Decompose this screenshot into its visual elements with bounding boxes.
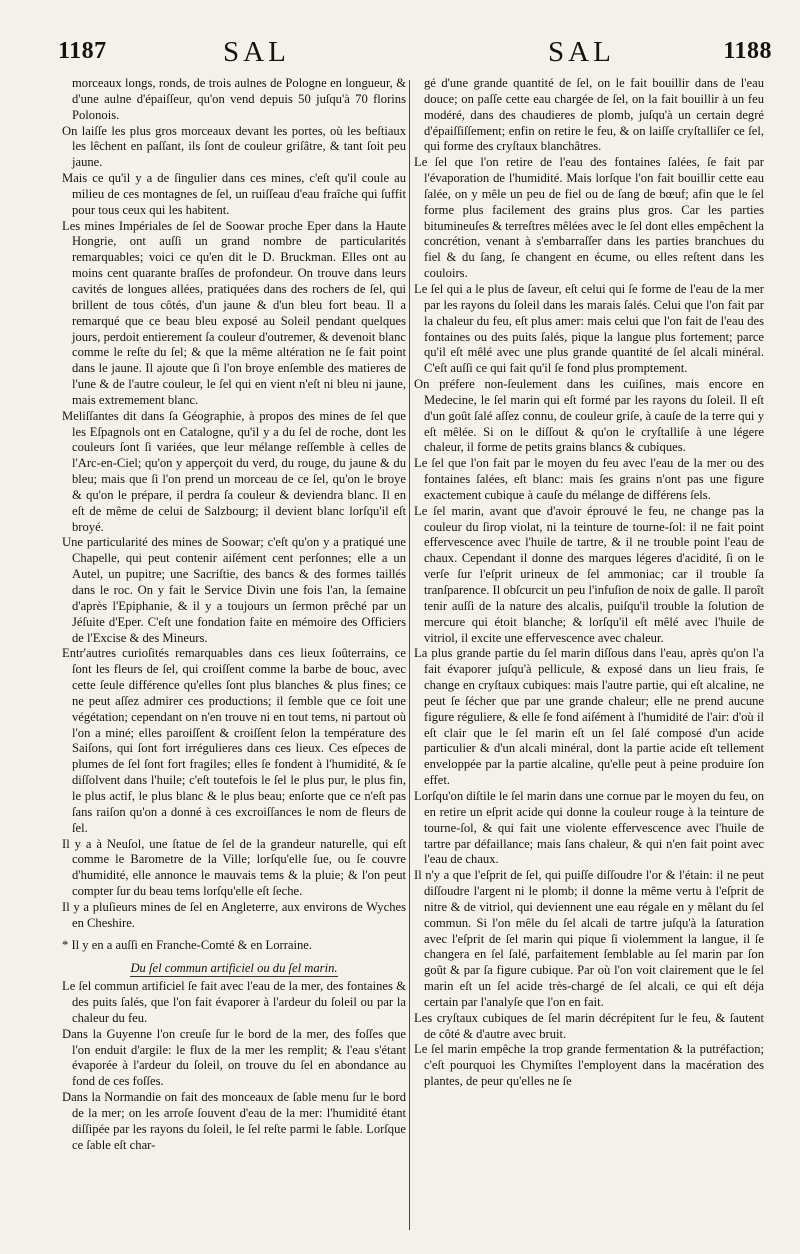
paragraph: Entr'autres curioſités remarquables dans ces lieux ſoûterrains, ce ſont les fleurs de ſel, qui croiſſent comme la barbe de bouc, avec cette ſeule différence qu'elles ſont plus blanches & plus fines; ce ne peut aſſez admirer ces productions; il ſemble que ce ſoit une végétation; cependant on n'en trouve ni en tout tems, ni partout où l'on a miné; elles paroiſſent & croiſſent ſelon la température des Saiſons, qui ſont fort irrégulieres dans ces lieux. Ces eſpeces de plumes de ſel ſont fort fragiles; elles ſe fondent à l'humidité, & ſe diſſolvent dans l'huile; c'eſt toutefois le ſel le plus pur, le plus fin, le plus actif, le plus blanc & le plus beau; enſorte que ce n'eſt pas ſans raiſon qu'on a donné à ces excroiſſances le nom de fleurs de ſel. xyxy=(62,646,406,835)
page-number-right: 1188 xyxy=(723,38,772,64)
running-title-right: SAL xyxy=(548,36,615,68)
paragraph: Il y a à Neuſol, une ſtatue de ſel de la grandeur naturelle, qui eſt comme le Barometre de la Ville; lorſqu'elle ſue, ou ſe couvre d'humidité, elle annonce le mauvais tems & la pluie; & l'on peut compter ſur du beau tems lorſqu'elle eſt ſeche. xyxy=(62,836,406,899)
paragraph: Une particularité des mines de Soowar; c'eſt qu'on y a pratiqué une Chapelle, qui peut contenir aiſément cent perſonnes; elle a un Autel, un pupitre; une Sacriſtie, des bancs & des formes taillés dans le roc. On y fait le Service Divin une fois l'an, la ſemaine d'après l'Epiphanie, & il y a toujours un ſermon prêché par un Jéſuite d'Eper. C'eſt une fondation faite en mémoire des Officiers de l'Excise & des Mineurs. xyxy=(62,535,406,645)
paragraph: Dans la Guyenne l'on creuſe ſur le bord de la mer, des foſſes que l'on enduit d'argile: le flux de la mer les remplit; & l'eau s'étant évaporée à l'ardeur du ſoleil, on trouve du ſel en abondance au fond de ces foſſes. xyxy=(62,1026,406,1089)
footnote: * Il y en a auſſi en Franche-Comté & en Lorraine. xyxy=(62,937,313,952)
paragraph: Meliſſantes dit dans ſa Géographie, à propos des mines de ſel que les Eſpagnols ont en Catalogne, qu'il y a du ſel de roche, dont les couleurs ſont ſi variées, que leur mélange reſſemble à celles de l'Arc-en-Ciel; qu'on y apperçoit du verd, du rouge, du jaune & du bleu; mais que ſi l'on prend un morceau de ce ſel, qu'on le broye & qu'on le prépare, il perdra ſa couleur & deviendra blanc. Il en eſt de même de celui de Salzbourg; il devient blanc lorſqu'il eſt broyé. xyxy=(62,408,406,534)
paragraph: Le ſel marin, avant que d'avoir éprouvé le feu, ne change pas la couleur du ſirop violat, ni la teinture de tourne-ſol: il ne fait point effervescence avec l'huile de tartre, & il ne trouble point l'eau de chaux. Cependant il donne des marques légeres d'acidité, ſi on le verſe ſur l'eſprit urineux de ſel ammoniac; car il trouble ſa tranſparence. Il obſcurcit un peu l'infuſion de noix de galle. Il paroît tenir auſſi de la nature des alcalis, puiſqu'il trouble la ſolution de mercure qui étoit blanche; & lorſqu'il eſt mêlé avec l'huile de vitriol, il excite une effervescence avec chaleur. xyxy=(414,503,764,645)
section-subheading xyxy=(62,961,406,977)
paragraph: Le ſel commun artificiel ſe fait avec l'eau de la mer, des fontaines & des puits ſalés, que l'on fait évaporer à l'ardeur du ſoleil ou par la chaleur du feu. xyxy=(62,979,406,1025)
paragraph: Il n'y a que l'eſprit de ſel, qui puiſſe diſſoudre l'or & l'étain: il ne peut diſſoudre l'argent ni le plomb; il donne la même vertu à l'eſprit de nitre & de vitriol, qui deviennent une eau régale en y mêlant du ſel commun. Si l'on mêle du ſel alcali de tartre juſqu'à la ſaturation avec l'eſprit de ſel marin qui pique ſi violemment la langue, il ſe changera en ſel ſalé, parfaitement ſemblable au ſel marin par ſon goût & par ſa figure cubique. Par où l'on voit clairement que le ſel marin eſt un ſel acide très-chargé de ſel alcali, ce qui eſt déja certain par l'analyſe que l'on en fait. xyxy=(414,868,764,1009)
paragraph: Le ſel que l'on fait par le moyen du feu avec l'eau de la mer ou des fontaines ſalées, eſt blanc: mais ſes grains n'ont pas une figure exactement cubique à cauſe du mélange de différens ſels. xyxy=(414,456,764,502)
paragraph: Les mines Impériales de ſel de Soowar proche Eper dans la Haute Hongrie, ont auſſi un grand nombre de particularités remarquables; voici ce qu'en dit le D. Bruckman. Elles ont au moins cent quarante braſſes de profondeur. On trouve dans leurs cavités de longues allées, pratiquées dans des rochers de ſel, qui brillent de tous côtés, d'un jaune & d'un bleu fort beau. Il a remarqué que ce beau bleu exposé au Soleil pendant quelques jours, perdoit entierement ſa couleur d'outremer, & devenoit blanc comme le reſte du ſel; & que la même altération ne ſe fait point dans le jaune. Il ajoute que ſi l'on broye enſemble des matieres de l'une & de l'autre couleur, le ſel qui en vient n'eſt ni bleu ni jaune, mais extremement blanc. xyxy=(62,218,406,407)
paragraph: Dans la Normandie on fait des monceaux de ſable menu ſur le bord de la mer; on les arroſe ſouvent d'eau de la mer: l'humidité étant diſſipée par les rayons du ſoleil, le ſel reſte parmi le ſable. Lorſque ce ſable eſt char- xyxy=(62,1090,406,1152)
paragraph: Le ſel que l'on retire de l'eau des fontaines ſalées, ſe fait par l'évaporation de l'humidité. Mais lorſque l'on fait bouillir cette eau ſalée, on y mêle un peu de fiel ou de ſang de bœuf; afin que le ſel forme plus facilement des grains plus gros. Car les parties bitumineuſes & terreſtres mêlées avec le ſel dont elles empêchent la concrétion, venant à s'embarraſſer dans les parties branchues du fiel & du ſang, ſe changent en écume, ou elles reſtent dans les couloirs. xyxy=(414,155,764,281)
paragraph: Mais ce qu'il y a de ſingulier dans ces mines, c'eſt qu'il coule au milieu de ces montagnes de ſel, un ruiſſeau d'eau fraîche qui ſuffit pour tous ceux qui les habitent. xyxy=(62,171,406,217)
right-column xyxy=(414,76,764,1240)
paragraph: Le ſel marin empêche la trop grande fermentation & la putréfaction; c'eſt pourquoi les Chymiſtes l'employent dans la macération des plantes, de peur qu'elles ne ſe xyxy=(414,1042,764,1089)
paragraph: Les cryſtaux cubiques de ſel marin décrépitent ſur le feu, & ſautent de côté & d'autre avec bruit. xyxy=(414,1010,764,1041)
paragraph: Lorſqu'on diſtile le ſel marin dans une cornue par le moyen du feu, on en retire un eſprit acide qui donne la couleur rouge à la teinture de tourne-ſol, & qui fait une violente effervescence avec l'huile de tartre par défaillance; mais ſans chaleur, & qui n'en fait point avec l'eau de chaux. xyxy=(414,788,764,867)
section-subheading-text: Du ſel commun artificiel ou du ſel marin. xyxy=(130,961,338,976)
page-number-left: 1187 xyxy=(58,38,107,64)
paragraph: On laiſſe les plus gros morceaux devant les portes, où les beſtiaux les lêchent en paſſant, ils ſont de couleur griſâtre, & tant ſoit peu jaune. xyxy=(62,123,406,170)
paragraph: Il y a pluſieurs mines de ſel en Angleterre, aux environs de Wyches en Cheshire. xyxy=(62,899,406,930)
paragraph: La plus grande partie du ſel marin diſſous dans l'eau, après qu'on l'a fait évaporer juſqu'à pellicule, & exposé dans un lieu frais, ſe change en cryſtaux cubiques: mais l'autre partie, qui eſt alcaline, ne peut ſe ſécher que par une grande chaleur; elle ne prend aucune figure réguliere, & elle ſe fond aiſément à l'humidité de l'air: d'où il eſt clair que le ſel marin eſt un ſel ſalé composé d'un acide particulier & d'un alcali minéral, dont la partie acide eſt tellement enveloppée par la partie alcaline, qu'elle peut à peine produire ſon effet. xyxy=(414,646,764,788)
left-column xyxy=(62,76,406,1240)
paragraph: morceaux longs, ronds, de trois aulnes de Pologne en longueur, & d'une aulne d'épaiſſeur, qu'on vend depuis 50 juſqu'à 70 florins Polonois. xyxy=(72,76,406,122)
page-header xyxy=(58,38,772,74)
paragraph: Le ſel qui a le plus de ſaveur, eſt celui qui ſe forme de l'eau de la mer par les rayons du ſoleil dans les marais ſalés. Celui que l'on fait par la chaleur du feu, eſt plus amer: mais celui que l'on fait de l'eau des fontaines ou des puits ſalés, pique la langue plus fortement; parce qu'il eſt mêlé avec une plus grande quantité de ſel alcali minéral. C'eſt auſſi ce qui fait qu'il ſe fond plus promptement. xyxy=(414,281,764,376)
paragraph: On préfere non-ſeulement dans les cuiſines, mais encore en Medecine, le ſel marin qui eſt formé par les rayons du ſoleil. Il eſt d'un goût ſalé aſſez connu, de couleur griſe, à cauſe de la terre qui y eſt mêlée. Si on le diſſout & qu'on le cryſtalliſe à une légere chaleur, il forme de petits grains blancs & cubiques. xyxy=(414,377,764,455)
paragraph: gé d'une grande quantité de ſel, on le fait bouillir dans de l'eau douce; on paſſe cette eau chargée de ſel, on la fait bouillir à un feu modéré, dans des chaudieres de plomb, juſqu'à un certain degré d'épaiſſiſſement; enfin on retire le feu, & on laiſſe cryſtalliſer ce ſel, qui forme des cryſtaux blanchâtres. xyxy=(424,76,764,154)
running-title-left: SAL xyxy=(223,36,290,68)
column-divider xyxy=(409,80,410,1230)
